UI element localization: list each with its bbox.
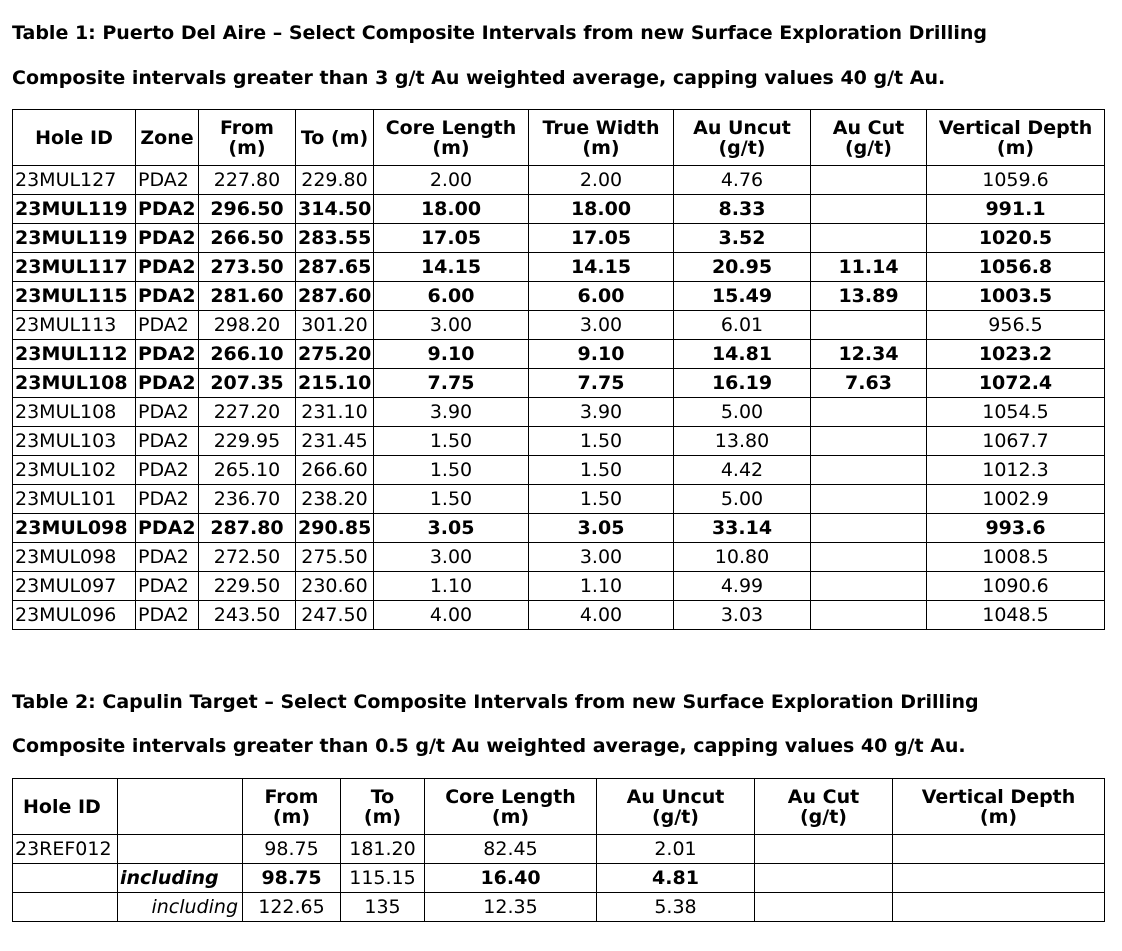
- true-width-cell: 17.05: [529, 224, 674, 253]
- au-uncut-cell: 10.80: [674, 543, 811, 572]
- col-header-true-width: True Width (m): [529, 110, 674, 166]
- au-uncut-cell: 33.14: [674, 514, 811, 543]
- col-header-core-length: Core Length (m): [374, 110, 529, 166]
- to-cell: 229.80: [296, 166, 374, 195]
- zone-cell: PDA2: [136, 166, 199, 195]
- to-cell: 247.50: [296, 601, 374, 630]
- zone-cell: PDA2: [136, 311, 199, 340]
- core-length-cell: 14.15: [374, 253, 529, 282]
- table-row: [13, 514, 1105, 543]
- from-cell: 243.50: [199, 601, 296, 630]
- hole-id-cell: [13, 864, 118, 893]
- true-width-cell: 1.50: [529, 427, 674, 456]
- zone-cell: PDA2: [136, 224, 199, 253]
- col-header-au-cut: Au Cut (g/t): [755, 779, 893, 835]
- table-row: [13, 166, 1105, 195]
- to-cell: 215.10: [296, 369, 374, 398]
- to-cell: 290.85: [296, 514, 374, 543]
- hole-id-cell: 23MUL096: [13, 601, 136, 630]
- to-cell: 115.15: [341, 864, 425, 893]
- zone-cell: PDA2: [136, 514, 199, 543]
- au-cut-cell: [811, 485, 927, 514]
- col-header-vertical-depth: Vertical Depth (m): [893, 779, 1105, 835]
- vertical-depth-cell: 1048.5: [927, 601, 1105, 630]
- vertical-depth-cell: 1056.8: [927, 253, 1105, 282]
- from-cell: 227.20: [199, 398, 296, 427]
- vertical-depth-cell: 1067.7: [927, 427, 1105, 456]
- vertical-depth-cell: 1012.3: [927, 456, 1105, 485]
- to-cell: 314.50: [296, 195, 374, 224]
- au-cut-cell: [755, 864, 893, 893]
- zone-cell: PDA2: [136, 398, 199, 427]
- vertical-depth-cell: 956.5: [927, 311, 1105, 340]
- core-length-cell: 2.00: [374, 166, 529, 195]
- hole-id-cell: 23MUL103: [13, 427, 136, 456]
- au-cut-cell: 13.89: [811, 282, 927, 311]
- to-cell: 275.50: [296, 543, 374, 572]
- zone-cell: PDA2: [136, 253, 199, 282]
- table-row: [13, 224, 1105, 253]
- au-uncut-cell: 15.49: [674, 282, 811, 311]
- au-uncut-cell: 3.03: [674, 601, 811, 630]
- core-length-cell: 3.00: [374, 543, 529, 572]
- au-uncut-cell: 2.01: [597, 835, 755, 864]
- table-row: [13, 427, 1105, 456]
- true-width-cell: 3.00: [529, 543, 674, 572]
- col-header-from: From (m): [243, 779, 341, 835]
- au-cut-cell: [811, 572, 927, 601]
- table-row: [13, 601, 1105, 630]
- col-header-au-uncut: Au Uncut (g/t): [674, 110, 811, 166]
- hole-id-cell: 23MUL098: [13, 514, 136, 543]
- col-header-au-cut: Au Cut (g/t): [811, 110, 927, 166]
- true-width-cell: 1.50: [529, 485, 674, 514]
- au-cut-cell: 12.34: [811, 340, 927, 369]
- col-header-hole-id: Hole ID: [13, 110, 136, 166]
- from-cell: 298.20: [199, 311, 296, 340]
- au-cut-cell: [811, 311, 927, 340]
- zone-cell: PDA2: [136, 543, 199, 572]
- core-length-cell: 12.35: [425, 893, 597, 922]
- col-header-to: To (m): [296, 110, 374, 166]
- vertical-depth-cell: [893, 864, 1105, 893]
- to-cell: 181.20: [341, 835, 425, 864]
- to-cell: 135: [341, 893, 425, 922]
- to-cell: 301.20: [296, 311, 374, 340]
- from-cell: 296.50: [199, 195, 296, 224]
- zone-cell: PDA2: [136, 601, 199, 630]
- vertical-depth-cell: 991.1: [927, 195, 1105, 224]
- au-cut-cell: [811, 398, 927, 427]
- table-row: [13, 282, 1105, 311]
- qualifier-cell: including: [118, 864, 243, 893]
- table-row: [13, 311, 1105, 340]
- au-uncut-cell: 16.19: [674, 369, 811, 398]
- zone-cell: PDA2: [136, 485, 199, 514]
- vertical-depth-cell: [893, 835, 1105, 864]
- from-cell: 207.35: [199, 369, 296, 398]
- hole-id-cell: 23MUL102: [13, 456, 136, 485]
- true-width-cell: 7.75: [529, 369, 674, 398]
- au-cut-cell: [811, 224, 927, 253]
- table-row: [13, 864, 1105, 893]
- au-cut-cell: [811, 456, 927, 485]
- true-width-cell: 1.10: [529, 572, 674, 601]
- zone-cell: PDA2: [136, 369, 199, 398]
- vertical-depth-cell: 1020.5: [927, 224, 1105, 253]
- from-cell: 229.50: [199, 572, 296, 601]
- qualifier-cell: [118, 835, 243, 864]
- table-row: [13, 340, 1105, 369]
- core-length-cell: 1.50: [374, 485, 529, 514]
- hole-id-cell: 23MUL097: [13, 572, 136, 601]
- hole-id-cell: 23MUL113: [13, 311, 136, 340]
- to-cell: 231.10: [296, 398, 374, 427]
- table1-subtitle: Composite intervals greater than 3 g/t Au weighted average, capping values 40 g/t Au.: [12, 67, 946, 89]
- au-uncut-cell: 8.33: [674, 195, 811, 224]
- true-width-cell: 18.00: [529, 195, 674, 224]
- core-length-cell: 1.10: [374, 572, 529, 601]
- table-row: [13, 398, 1105, 427]
- col-header-zone: Zone: [136, 110, 199, 166]
- core-length-cell: 1.50: [374, 456, 529, 485]
- table1-title: Table 1: Puerto Del Aire – Select Composite Intervals from new Surface Exploration Drilling: [12, 22, 988, 44]
- table-row: [13, 456, 1105, 485]
- col-header-hole-id: Hole ID: [13, 779, 118, 835]
- true-width-cell: 3.90: [529, 398, 674, 427]
- hole-id-cell: 23MUL119: [13, 224, 136, 253]
- vertical-depth-cell: 1002.9: [927, 485, 1105, 514]
- au-uncut-cell: 13.80: [674, 427, 811, 456]
- col-header-au-uncut: Au Uncut (g/t): [597, 779, 755, 835]
- to-cell: 275.20: [296, 340, 374, 369]
- vertical-depth-cell: 993.6: [927, 514, 1105, 543]
- from-cell: 281.60: [199, 282, 296, 311]
- vertical-depth-cell: 1090.6: [927, 572, 1105, 601]
- core-length-cell: 1.50: [374, 427, 529, 456]
- core-length-cell: 3.90: [374, 398, 529, 427]
- hole-id-cell: 23REF012: [13, 835, 118, 864]
- col-header-core-length: Core Length (m): [425, 779, 597, 835]
- to-cell: 287.60: [296, 282, 374, 311]
- vertical-depth-cell: 1023.2: [927, 340, 1105, 369]
- hole-id-cell: 23MUL119: [13, 195, 136, 224]
- hole-id-cell: 23MUL112: [13, 340, 136, 369]
- zone-cell: PDA2: [136, 340, 199, 369]
- to-cell: 230.60: [296, 572, 374, 601]
- core-length-cell: 82.45: [425, 835, 597, 864]
- au-cut-cell: [811, 166, 927, 195]
- vertical-depth-cell: [893, 893, 1105, 922]
- from-cell: 236.70: [199, 485, 296, 514]
- core-length-cell: 3.00: [374, 311, 529, 340]
- au-uncut-cell: 6.01: [674, 311, 811, 340]
- table1: [12, 109, 1105, 630]
- au-uncut-cell: 3.52: [674, 224, 811, 253]
- col-header-blank: [118, 779, 243, 835]
- from-cell: 227.80: [199, 166, 296, 195]
- to-cell: 238.20: [296, 485, 374, 514]
- au-uncut-cell: 14.81: [674, 340, 811, 369]
- core-length-cell: 4.00: [374, 601, 529, 630]
- hole-id-cell: 23MUL101: [13, 485, 136, 514]
- zone-cell: PDA2: [136, 572, 199, 601]
- table1-header-row: [13, 110, 1105, 166]
- vertical-depth-cell: 1008.5: [927, 543, 1105, 572]
- core-length-cell: 18.00: [374, 195, 529, 224]
- to-cell: 283.55: [296, 224, 374, 253]
- col-header-from: From (m): [199, 110, 296, 166]
- au-cut-cell: 11.14: [811, 253, 927, 282]
- core-length-cell: 17.05: [374, 224, 529, 253]
- hole-id-cell: [13, 893, 118, 922]
- from-cell: 229.95: [199, 427, 296, 456]
- zone-cell: PDA2: [136, 427, 199, 456]
- hole-id-cell: 23MUL115: [13, 282, 136, 311]
- au-cut-cell: [811, 601, 927, 630]
- from-cell: 287.80: [199, 514, 296, 543]
- core-length-cell: 16.40: [425, 864, 597, 893]
- au-uncut-cell: 5.00: [674, 485, 811, 514]
- true-width-cell: 9.10: [529, 340, 674, 369]
- au-cut-cell: [811, 195, 927, 224]
- vertical-depth-cell: 1003.5: [927, 282, 1105, 311]
- hole-id-cell: 23MUL117: [13, 253, 136, 282]
- col-header-vertical-depth: Vertical Depth (m): [927, 110, 1105, 166]
- table2-title: Table 2: Capulin Target – Select Composite Intervals from new Surface Exploration Drilling: [12, 691, 979, 713]
- au-cut-cell: [755, 835, 893, 864]
- hole-id-cell: 23MUL108: [13, 398, 136, 427]
- table2: [12, 778, 1105, 922]
- core-length-cell: 3.05: [374, 514, 529, 543]
- true-width-cell: 2.00: [529, 166, 674, 195]
- from-cell: 272.50: [199, 543, 296, 572]
- to-cell: 266.60: [296, 456, 374, 485]
- vertical-depth-cell: 1072.4: [927, 369, 1105, 398]
- zone-cell: PDA2: [136, 195, 199, 224]
- true-width-cell: 1.50: [529, 456, 674, 485]
- vertical-depth-cell: 1059.6: [927, 166, 1105, 195]
- table-row: [13, 369, 1105, 398]
- col-header-to: To (m): [341, 779, 425, 835]
- table-row: [13, 195, 1105, 224]
- au-uncut-cell: 5.00: [674, 398, 811, 427]
- hole-id-cell: 23MUL098: [13, 543, 136, 572]
- au-cut-cell: [811, 427, 927, 456]
- true-width-cell: 14.15: [529, 253, 674, 282]
- true-width-cell: 3.05: [529, 514, 674, 543]
- au-uncut-cell: 4.42: [674, 456, 811, 485]
- au-uncut-cell: 20.95: [674, 253, 811, 282]
- table-row: [13, 572, 1105, 601]
- true-width-cell: 4.00: [529, 601, 674, 630]
- to-cell: 287.65: [296, 253, 374, 282]
- core-length-cell: 7.75: [374, 369, 529, 398]
- to-cell: 231.45: [296, 427, 374, 456]
- true-width-cell: 3.00: [529, 311, 674, 340]
- hole-id-cell: 23MUL108: [13, 369, 136, 398]
- table-row: [13, 893, 1105, 922]
- from-cell: 98.75: [243, 864, 341, 893]
- au-uncut-cell: 4.99: [674, 572, 811, 601]
- au-uncut-cell: 5.38: [597, 893, 755, 922]
- table-row: [13, 543, 1105, 572]
- zone-cell: PDA2: [136, 456, 199, 485]
- table-row: [13, 485, 1105, 514]
- hole-id-cell: 23MUL127: [13, 166, 136, 195]
- true-width-cell: 6.00: [529, 282, 674, 311]
- core-length-cell: 6.00: [374, 282, 529, 311]
- from-cell: 266.50: [199, 224, 296, 253]
- au-uncut-cell: 4.76: [674, 166, 811, 195]
- vertical-depth-cell: 1054.5: [927, 398, 1105, 427]
- table-row: [13, 835, 1105, 864]
- from-cell: 266.10: [199, 340, 296, 369]
- qualifier-cell: including: [118, 893, 243, 922]
- from-cell: 98.75: [243, 835, 341, 864]
- from-cell: 122.65: [243, 893, 341, 922]
- au-cut-cell: [755, 893, 893, 922]
- table2-header-row: [13, 779, 1105, 835]
- au-cut-cell: 7.63: [811, 369, 927, 398]
- from-cell: 265.10: [199, 456, 296, 485]
- zone-cell: PDA2: [136, 282, 199, 311]
- from-cell: 273.50: [199, 253, 296, 282]
- au-cut-cell: [811, 514, 927, 543]
- au-cut-cell: [811, 543, 927, 572]
- core-length-cell: 9.10: [374, 340, 529, 369]
- au-uncut-cell: 4.81: [597, 864, 755, 893]
- table-row: [13, 253, 1105, 282]
- table2-subtitle: Composite intervals greater than 0.5 g/t Au weighted average, capping values 40 g/t Au.: [12, 735, 966, 757]
